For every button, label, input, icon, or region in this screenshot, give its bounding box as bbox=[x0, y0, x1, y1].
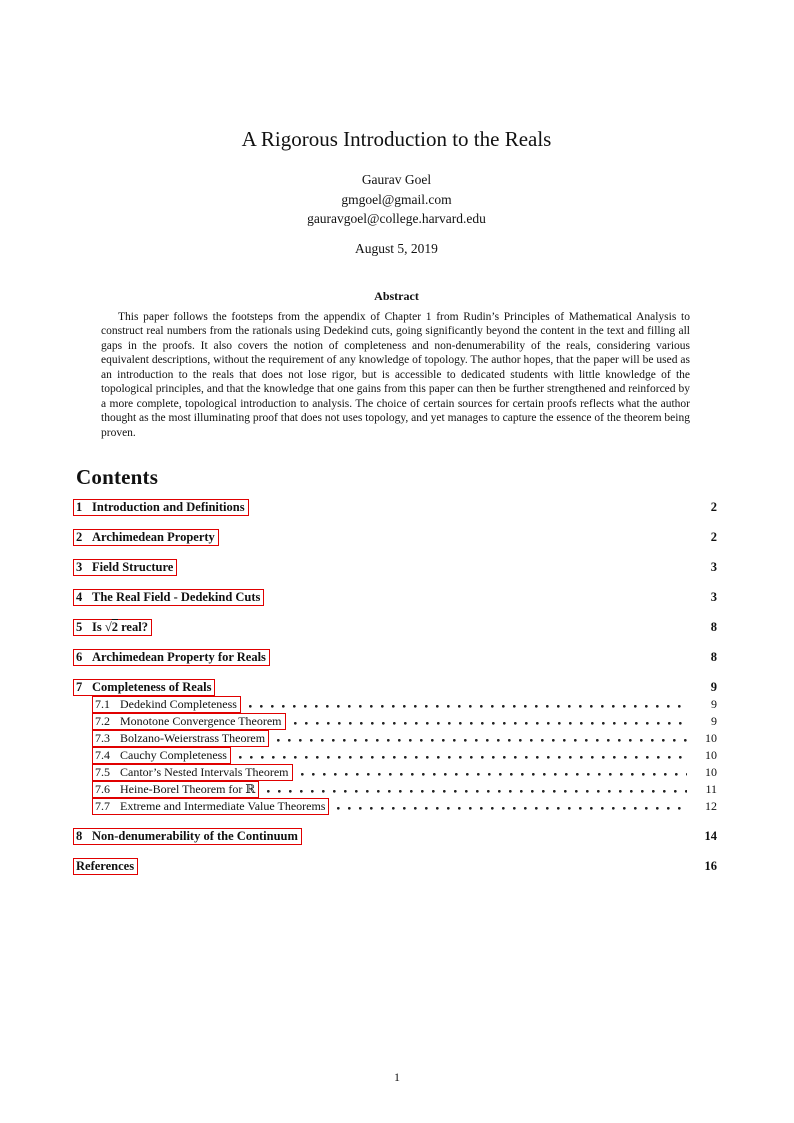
toc-page-number: 9 bbox=[710, 680, 717, 694]
toc-spacer bbox=[223, 688, 687, 692]
contents-heading: Contents bbox=[76, 465, 159, 489]
toc-link-references[interactable] bbox=[73, 858, 138, 875]
toc-page-number: 11 bbox=[705, 782, 717, 796]
toc-section-title: Non-denumerability of the Continuum bbox=[92, 829, 298, 843]
abstract-text: This paper follows the footsteps from the appendix of Chapter 1 from Rudin’s Principles of Mathematical Analysis to construct real numbers from the rationals using Dedekind cuts, going significantly beyond the content in the text and filling all gaps in the proofs. It also covers the notion of completeness and non-denumerability of the reals, considering various equivalent descriptions, without the requirement of any knowledge of topology. The author hopes, that the paper will be used as an introduction to the reals that does not lose rigor, but is accessible to dedicated students with little knowledge of the topological principles, and that the knowledge that one gains from this paper can then be further strengthened and reinforced by a more complete, topological introduction to analysis. The choice of certain sources for certain proofs reflects what the author thought as the most illuminating proof that does not uses topology, and yet manages to capture the essence of the theorem being proven. bbox=[101, 310, 690, 439]
toc-entry-section-5 bbox=[73, 619, 717, 636]
toc-entry-subsection-7-5 bbox=[73, 764, 717, 781]
toc-page-number: 3 bbox=[710, 590, 717, 604]
toc-section-number: 8 bbox=[76, 829, 83, 843]
toc-section-title: Introduction and Definitions bbox=[92, 500, 245, 514]
toc-link-section-2[interactable] bbox=[73, 529, 219, 546]
toc-subsection-number: 7.5 bbox=[95, 765, 110, 779]
toc-spacer bbox=[160, 628, 687, 632]
toc-references-title: References bbox=[76, 859, 135, 873]
toc-subsection-title: Bolzano-Weierstrass Theorem bbox=[120, 731, 266, 745]
author-email-secondary: gauravgoel@college.harvard.edu bbox=[307, 211, 486, 226]
toc-entry-subsection-7-2 bbox=[73, 713, 717, 730]
toc-entry-subsection-7-6 bbox=[73, 781, 717, 798]
toc-page-number: 3 bbox=[710, 560, 717, 574]
toc-link-subsection-7-1[interactable] bbox=[92, 696, 241, 713]
sqrt-radicand: 2 bbox=[111, 620, 118, 634]
toc-section-title: Archimedean Property for Reals bbox=[92, 650, 266, 664]
author-name: Gaurav Goel bbox=[361, 172, 432, 187]
toc-link-section-1[interactable] bbox=[73, 499, 249, 516]
toc-entry-subsection-7-7 bbox=[73, 798, 717, 815]
page-title: A Rigorous Introduction to the Reals bbox=[241, 127, 552, 151]
toc-leader-dots bbox=[337, 807, 687, 811]
toc-entry-subsection-7-1 bbox=[73, 696, 717, 713]
toc-entry-section-4 bbox=[73, 589, 717, 606]
toc-spacer bbox=[278, 658, 687, 662]
toc-page-number: 2 bbox=[710, 530, 717, 544]
toc-subsection-title: Monotone Convergence Theorem bbox=[120, 714, 282, 728]
toc-entry-section-1 bbox=[73, 499, 717, 516]
toc-subsection-number: 7.7 bbox=[95, 799, 110, 813]
sqrt-radical-symbol: √ bbox=[104, 620, 112, 634]
toc-link-section-6[interactable] bbox=[73, 649, 270, 666]
toc-entry-section-7 bbox=[73, 679, 717, 696]
toc-page-number: 14 bbox=[704, 829, 717, 843]
toc-subsection-number: 7.3 bbox=[95, 731, 110, 745]
toc-spacer bbox=[227, 538, 687, 542]
toc-section-title: Completeness of Reals bbox=[92, 680, 212, 694]
toc-page-number: 2 bbox=[710, 500, 717, 514]
toc-page-number: 9 bbox=[711, 714, 717, 728]
toc-leader-dots bbox=[267, 790, 687, 794]
toc-entry-subsection-7-4 bbox=[73, 747, 717, 764]
toc-subsection-number: 7.4 bbox=[95, 748, 110, 762]
toc-entry-section-8 bbox=[73, 828, 717, 845]
toc-link-section-5[interactable] bbox=[73, 619, 152, 636]
toc-leader-dots bbox=[294, 722, 687, 726]
toc-page-number: 12 bbox=[705, 799, 717, 813]
toc-link-section-3[interactable] bbox=[73, 559, 177, 576]
toc-page-number: 10 bbox=[705, 748, 717, 762]
toc-section-number: 1 bbox=[76, 500, 83, 514]
toc-section-number: 5 bbox=[76, 620, 83, 634]
toc-leader-dots bbox=[249, 705, 687, 709]
toc-section-number: 6 bbox=[76, 650, 83, 664]
toc-link-subsection-7-3[interactable] bbox=[92, 730, 269, 747]
toc-page-number: 10 bbox=[705, 765, 717, 779]
author-block bbox=[76, 170, 717, 229]
toc-link-subsection-7-2[interactable] bbox=[92, 713, 286, 730]
toc-leader-dots bbox=[239, 756, 687, 760]
page-number-footer: 1 bbox=[394, 1070, 400, 1084]
toc-entry-section-3 bbox=[73, 559, 717, 576]
toc-subsection-title: Heine-Borel Theorem for ℝ bbox=[120, 782, 256, 796]
toc-entry-references bbox=[73, 858, 717, 875]
toc-link-section-4[interactable] bbox=[73, 589, 264, 606]
toc-link-subsection-7-7[interactable] bbox=[92, 798, 329, 815]
toc-section-title: Is √2 real? bbox=[92, 620, 148, 634]
toc-link-section-8[interactable] bbox=[73, 828, 302, 845]
toc-entry-section-2 bbox=[73, 529, 717, 546]
toc-subsection-title: Cauchy Completeness bbox=[120, 748, 227, 762]
toc-link-subsection-7-4[interactable] bbox=[92, 747, 231, 764]
paper-date: August 5, 2019 bbox=[355, 240, 438, 256]
toc-link-subsection-7-5[interactable] bbox=[92, 764, 293, 781]
toc-entry-subsection-7-3 bbox=[73, 730, 717, 747]
toc-section-number: 7 bbox=[76, 680, 83, 694]
toc-section-number: 2 bbox=[76, 530, 83, 544]
toc-link-section-7[interactable] bbox=[73, 679, 215, 696]
toc-leader-dots bbox=[277, 739, 687, 743]
toc-page-number: 8 bbox=[710, 650, 717, 664]
toc-page-number: 9 bbox=[711, 697, 717, 711]
table-of-contents bbox=[76, 499, 717, 875]
toc-page-number: 10 bbox=[705, 731, 717, 745]
toc-spacer bbox=[146, 867, 687, 871]
toc-leader-dots bbox=[301, 773, 687, 777]
toc-spacer bbox=[257, 508, 687, 512]
toc-page-number: 8 bbox=[710, 620, 717, 634]
toc-subsection-title: Dedekind Completeness bbox=[120, 697, 237, 711]
toc-link-subsection-7-6[interactable] bbox=[92, 781, 259, 798]
toc-subsection-title: Extreme and Intermediate Value Theorems bbox=[120, 799, 326, 813]
toc-spacer bbox=[185, 568, 687, 572]
toc-spacer bbox=[310, 837, 687, 841]
toc-section-title: Archimedean Property bbox=[92, 530, 215, 544]
toc-spacer bbox=[272, 598, 687, 602]
toc-section-number: 3 bbox=[76, 560, 83, 574]
toc-entry-section-6 bbox=[73, 649, 717, 666]
toc-subsection-number: 7.1 bbox=[95, 697, 110, 711]
abstract-heading: Abstract bbox=[374, 288, 419, 303]
toc-page-number: 16 bbox=[704, 859, 717, 873]
author-email-primary: gmgoel@gmail.com bbox=[341, 191, 452, 207]
toc-section-title: The Real Field - Dedekind Cuts bbox=[92, 590, 261, 604]
toc-subsection-number: 7.2 bbox=[95, 714, 110, 728]
toc-section-title: Field Structure bbox=[92, 560, 174, 574]
toc-section-number: 4 bbox=[76, 590, 83, 604]
toc-subsection-title: Cantor’s Nested Intervals Theorem bbox=[120, 765, 289, 779]
toc-subsection-number: 7.6 bbox=[95, 782, 110, 796]
